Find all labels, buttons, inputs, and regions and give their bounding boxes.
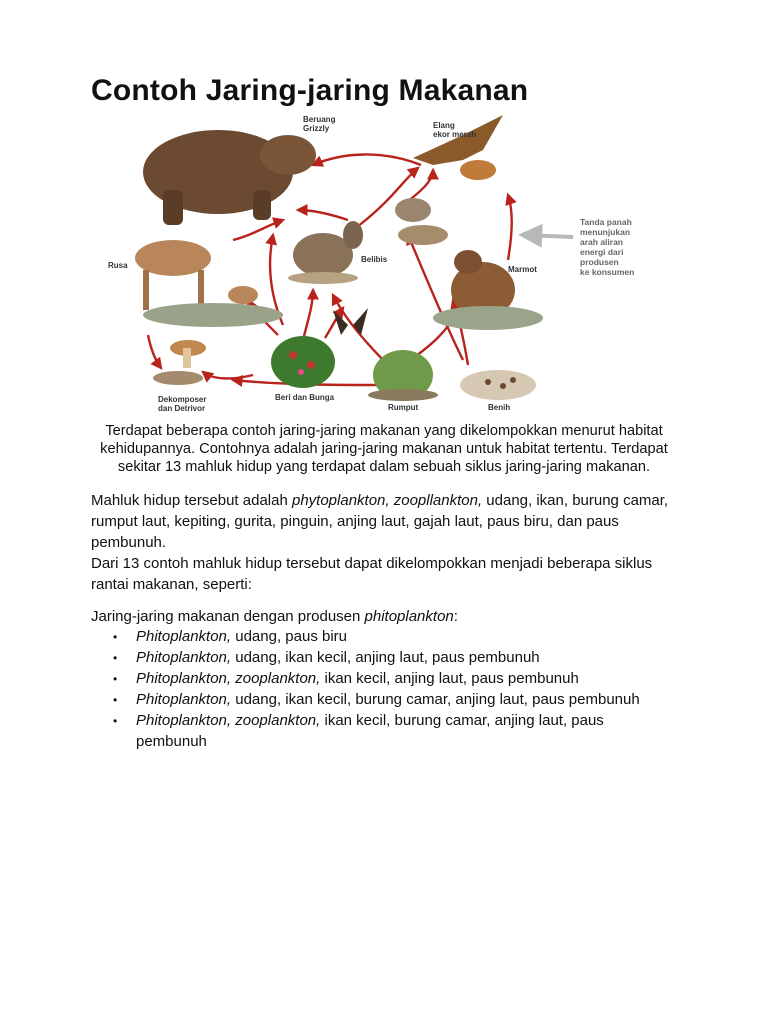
paragraph-organisms [91, 490, 681, 553]
arrow-hawk-to-bear [313, 154, 421, 165]
paragraph-grouping: Dari 13 contoh mahluk hidup tersebut dapat dikelompokkan menjadi beberapa siklus rantai makanan, seperti: [91, 555, 653, 593]
label-grass: Rumput [388, 403, 419, 412]
hawk-illustration [413, 115, 503, 180]
bear-illustration [143, 130, 316, 225]
item-text: ikan kecil, anjing laut, paus pembunuh [320, 670, 579, 687]
label-decomposer: Dekomposer dan Detrivor [158, 395, 207, 413]
figure-note: Tanda panah menunjukan arah aliran energi dari produsen ke konsumen [580, 217, 635, 277]
page-title: Contoh Jaring-jaring Makanan [91, 74, 529, 107]
label-berries: Beri dan Bunga [275, 393, 335, 402]
label-grizzly: Beruang Grizzly [303, 115, 336, 133]
label-grouse: Belibis [361, 255, 388, 264]
list-item [91, 648, 651, 669]
label-marmot: Marmot [508, 265, 537, 274]
item-italic: Phitoplankton, [136, 649, 232, 666]
item-text: ikan kecil, burung camar, anjing laut, paus pembunuh [136, 712, 604, 750]
item-italic: Phitoplankton, zooplankton, [136, 712, 321, 729]
label-seeds: Benih [488, 403, 511, 412]
list-item [91, 627, 651, 648]
list-item [91, 669, 651, 690]
seeds-illustration [460, 370, 536, 400]
food-web-figure [103, 110, 655, 420]
list-item [91, 711, 651, 752]
arrow-grouse-to-bear [298, 210, 348, 220]
item-italic: Phitoplankton, [136, 691, 232, 708]
item-text: udang, ikan kecil, burung camar, anjing laut, paus pembunuh [231, 691, 640, 708]
paragraph-producer-heading [91, 606, 681, 627]
arrow-deer-to-decomp [148, 335, 161, 368]
bullet-icon: • [113, 672, 118, 686]
item-text: udang, paus biru [231, 628, 347, 645]
grouse-illustration [288, 221, 363, 284]
bullet-icon: • [113, 630, 118, 644]
label-hawk: Elang ekor merah [433, 121, 477, 139]
marmot-illustration [433, 250, 543, 330]
figure-caption: Terdapat beberapa contoh jaring-jaring makanan yang dikelompokkan menurut habitat kehidupannya. Contohnya adalah jaring-jaring makanan untuk habitat tertentu. Terdapat sekitar 13 mahluk hidup yang terdapat dalam sebuah siklus jaring-jaring makanan. [100, 423, 668, 475]
para3-text: Jaring-jaring makanan dengan produsen [91, 608, 365, 625]
para1-text: Mahluk hidup tersebut adalah [91, 492, 292, 509]
grass-illustration [368, 350, 438, 401]
deer-illustration [135, 240, 283, 327]
para1-text-end: udang, ikan, burung camar, rumput laut, kepiting, gurita, pinguin, anjing laut, gajah laut, paus biru, dan paus pembunuh. [91, 492, 669, 551]
note-arrow [523, 235, 573, 237]
arrow-berries-to-grouse [303, 290, 313, 340]
item-italic: Phitoplankton, [136, 628, 232, 645]
item-text: udang, ikan kecil, anjing laut, paus pembunuh [231, 649, 540, 666]
para3-text-end: : [453, 608, 458, 625]
label-deer: Rusa [108, 261, 128, 270]
bullet-icon: • [113, 693, 118, 707]
arrow-deer-to-bear [233, 220, 283, 240]
chipmunk-illustration [395, 198, 448, 245]
berries-illustration [271, 336, 335, 388]
para3-italic: phitoplankton [364, 608, 454, 625]
bullet-icon: • [113, 714, 118, 728]
mushroom-illustration [153, 340, 206, 385]
arrow-marmot-to-hawk [508, 195, 512, 260]
food-chain-list [91, 627, 651, 753]
para1-italic: phytoplankton, zoopllankton, [291, 492, 483, 509]
arrow-decomp [203, 372, 253, 378]
bullet-icon: • [113, 651, 118, 665]
list-item [91, 690, 651, 711]
food-web-illustration [103, 110, 655, 420]
item-italic: Phitoplankton, zooplankton, [136, 670, 321, 687]
